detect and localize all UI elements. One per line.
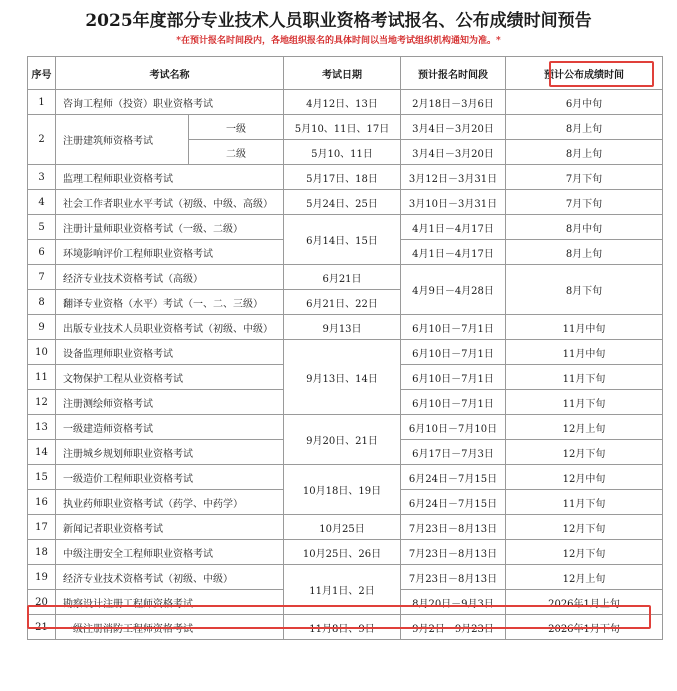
notice-text: *在预计报名时间段内，各地组织报名的具体时间以当地考试组织机构通知为准。* [176,36,501,46]
row-no: 9 [28,315,56,340]
result-time: 11月中旬 [506,315,663,340]
registration-period: 6月10日－7月1日 [401,390,506,415]
result-time: 7月下旬 [506,165,663,190]
exam-name: 出版专业技术人员职业资格考试（初级、中级） [56,315,284,340]
exam-name: 文物保护工程从业资格考试 [56,365,284,390]
result-time: 8月下旬 [506,265,663,315]
registration-period: 7月23日－8月13日 [401,515,506,540]
exam-date: 4月12日、13日 [284,90,401,115]
exam-date: 9月13日 [284,315,401,340]
registration-period: 6月10日－7月1日 [401,315,506,340]
row-no: 19 [28,565,56,590]
exam-name: 执业药师职业资格考试（药学、中药学） [56,490,284,515]
row-no: 2 [28,115,56,165]
row-no: 18 [28,540,56,565]
exam-name: 一级造价工程师职业资格考试 [56,465,284,490]
table-row [28,515,663,540]
registration-period: 6月10日－7月1日 [401,365,506,390]
header-date: 考试日期 [284,57,401,90]
row-no: 8 [28,290,56,315]
exam-name: 监理工程师职业资格考试 [56,165,284,190]
exam-date: 6月21日、22日 [284,290,401,315]
result-time: 11月下旬 [506,490,663,515]
registration-period: 4月1日－4月17日 [401,240,506,265]
exam-level: 二级 [189,140,284,165]
registration-period: 7月23日－8月13日 [401,540,506,565]
registration-period: 4月9日－4月28日 [401,265,506,315]
row-no: 4 [28,190,56,215]
result-time: 2026年1月下旬 [506,615,663,640]
result-column-highlight [549,61,654,87]
exam-name: 注册城乡规划师职业资格考试 [56,440,284,465]
registration-period: 7月23日－8月13日 [401,565,506,590]
exam-date: 9月20日、21日 [284,415,401,465]
row-no: 11 [28,365,56,390]
row-no: 14 [28,440,56,465]
row-no: 6 [28,240,56,265]
table-row [28,340,663,365]
table-row [28,90,663,115]
row-no: 3 [28,165,56,190]
exam-name: 勘察设计注册工程师资格考试 [56,590,284,615]
registration-period: 6月10日－7月10日 [401,415,506,440]
result-time: 7月下旬 [506,190,663,215]
exam-date: 11月1日、2日 [284,565,401,615]
table-row [28,565,663,590]
result-time: 8月上旬 [506,240,663,265]
result-time: 12月下旬 [506,515,663,540]
registration-period: 8月20日－9月3日 [401,590,506,615]
exam-date: 5月24日、25日 [284,190,401,215]
registration-period: 3月12日－3月31日 [401,165,506,190]
result-time: 12月下旬 [506,540,663,565]
row-no: 21 [28,615,56,640]
registration-period: 6月24日－7月15日 [401,490,506,515]
exam-schedule-table [27,56,663,640]
table-row [28,115,663,140]
exam-date: 10月25日 [284,515,401,540]
exam-name: 环境影响评价工程师职业资格考试 [56,240,284,265]
table-row [28,215,663,240]
row-no: 13 [28,415,56,440]
table-row [28,315,663,340]
exam-name: 咨询工程师（投资）职业资格考试 [56,90,284,115]
row-no: 12 [28,390,56,415]
result-time: 8月中旬 [506,215,663,240]
registration-period: 2月18日－3月6日 [401,90,506,115]
exam-name: 新闻记者职业资格考试 [56,515,284,540]
header-name: 考试名称 [56,57,284,90]
exam-name: 一级注册消防工程师资格考试 [56,615,284,640]
registration-period: 6月10日－7月1日 [401,340,506,365]
exam-date: 5月10、11日、17日 [284,115,401,140]
row-no: 10 [28,340,56,365]
exam-date: 9月13日、14日 [284,340,401,415]
table-row [28,165,663,190]
result-time: 12月上旬 [506,565,663,590]
exam-date: 5月10、11日 [284,140,401,165]
result-time: 6月中旬 [506,90,663,115]
result-time: 11月中旬 [506,340,663,365]
exam-name: 注册建筑师资格考试 [56,115,189,165]
row-no: 15 [28,465,56,490]
row-no: 16 [28,490,56,515]
row-19-highlight [27,605,651,629]
header-registration: 预计报名时间段 [401,57,506,90]
exam-date: 10月18日、19日 [284,465,401,515]
registration-period: 3月4日－3月20日 [401,140,506,165]
result-time: 12月下旬 [506,440,663,465]
result-time: 8月上旬 [506,115,663,140]
exam-level: 一级 [189,115,284,140]
result-time: 11月下旬 [506,390,663,415]
exam-date: 10月25日、26日 [284,540,401,565]
result-time: 12月中旬 [506,465,663,490]
exam-name: 社会工作者职业水平考试（初级、中级、高级） [56,190,284,215]
row-no: 17 [28,515,56,540]
table-row [28,465,663,490]
row-no: 7 [28,265,56,290]
exam-name: 一级建造师资格考试 [56,415,284,440]
row-no: 20 [28,590,56,615]
registration-period: 6月17日－7月3日 [401,440,506,465]
registration-period: 4月1日－4月17日 [401,215,506,240]
table-row [28,265,663,290]
exam-name: 注册测绘师资格考试 [56,390,284,415]
exam-name: 注册计量师职业资格考试（一级、二级） [56,215,284,240]
page-title: 2025年度部分专业技术人员职业资格考试报名、公布成绩时间预告 [85,11,592,31]
result-time: 12月上旬 [506,415,663,440]
row-no: 5 [28,215,56,240]
exam-name: 翻译专业资格（水平）考试（一、二、三级） [56,290,284,315]
result-time: 2026年1月上旬 [506,590,663,615]
registration-period: 9月2日－9月23日 [401,615,506,640]
table-row [28,190,663,215]
result-time: 11月下旬 [506,365,663,390]
row-no: 1 [28,90,56,115]
exam-name: 经济专业技术资格考试（高级） [56,265,284,290]
exam-name: 经济专业技术资格考试（初级、中级） [56,565,284,590]
header-no: 序号 [28,57,56,90]
registration-period: 6月24日－7月15日 [401,465,506,490]
exam-date: 5月17日、18日 [284,165,401,190]
exam-date: 11月8日、9日 [284,615,401,640]
exam-date: 6月14日、15日 [284,215,401,265]
header-result: 预计公布成绩时间 [506,57,663,90]
table-row [28,415,663,440]
exam-date: 6月21日 [284,265,401,290]
exam-name: 设备监理师职业资格考试 [56,340,284,365]
table-row [28,540,663,565]
registration-period: 3月10日－3月31日 [401,190,506,215]
registration-period: 3月4日－3月20日 [401,115,506,140]
exam-name: 中级注册安全工程师职业资格考试 [56,540,284,565]
result-time: 8月上旬 [506,140,663,165]
